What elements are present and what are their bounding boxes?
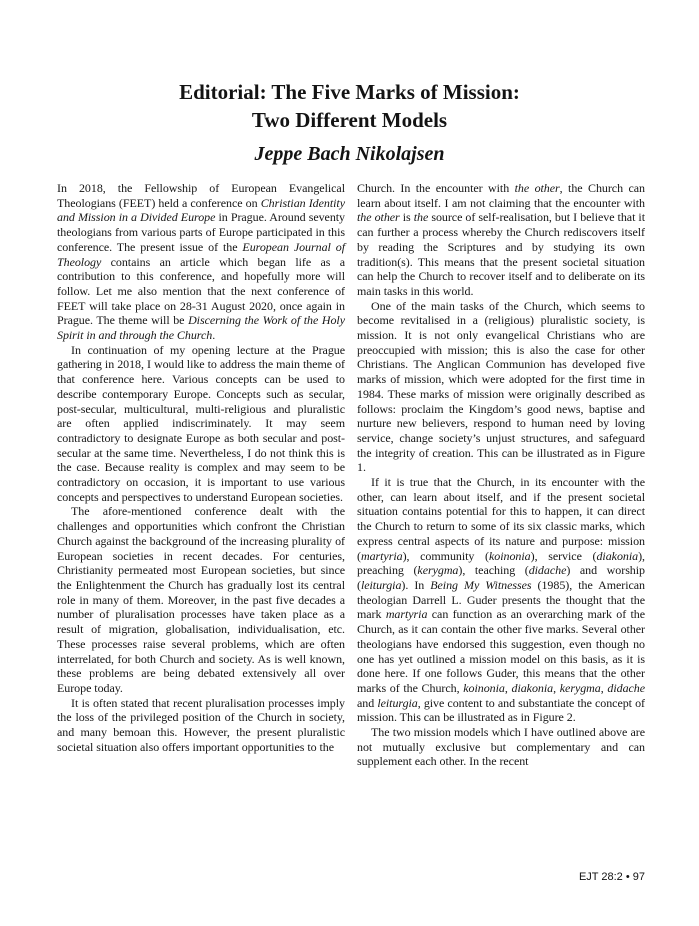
paragraph: The afore-mentioned conference dealt with the challenges and opportunities which confront the Christian Church against the background of the increasing plurality of European societies in recent decades. For centuries, Christianity permeated most European societies, but since the Enlightenment the Church has gradually lost its central role in many of them. Moreover, in the past five decades a number of pluralisation processes have taken place as a result of migration, globalisation, individualisation, etc. These processes raise several problems, which are often interrelated, for both Church and society. As is well known, these problems are being debated extensively all over Europe today.: [57, 504, 345, 695]
paragraph: Church. In the encounter with the other, the Church can learn about itself. I am not claiming that the encounter with the other is the source of self-realisation, but I believe that it can further a process whereby the Church rediscovers itself by reading the Scriptures and by studying its own tradition(s). This means that the present societal situation can help the Church to recover itself and to deliberate on its main tasks in this world.: [357, 181, 645, 298]
article-body: [57, 181, 645, 769]
right-column: [357, 181, 645, 769]
paragraph: If it is true that the Church, in its encounter with the other, can learn about itself, and if the present societal situation contains potential for this to happen, it can direct the Church to return to some of its six classic marks, which express central aspects of its nature and purpose: mission (martyria), community (koinonia), service (diakonia), preaching (kerygma), teaching (didache) and worship (leiturgia). In Being My Witnesses (1985), the American theologian Darrell L. Guder presents the thought that the mark martyria can function as an overarching mark of the Church, as it can contain the other five marks. Several other theologians have endorsed this suggestion, even though no one has yet outlined a mission model on this basis, as it is done here. If one follows Guder, this means that the other marks of the Church, koinonia, diakonia, kerygma, didache and leiturgia, give content to and substantiate the concept of mission. This can be illustrated as in Figure 2.: [357, 475, 646, 725]
paragraph: One of the main tasks of the Church, which seems to become revitalised in a (religious) pluralistic society, is mission. It is not only evangelical Christians who are preoccupied with mission; this is also the case for other Christians. The Anglican Communion has developed five marks of mission, which were adopted for the first time in 1984. These marks of mission were originally described as follows: proclaim the Kingdom’s good news, baptise and nurture new believers, respond to human need by loving service, change society’s unjust structures, and safeguard the integrity of creation. This can be illustrated as in Figure 1.: [357, 298, 645, 475]
article-title-line1: Editorial: The Five Marks of Mission:: [179, 80, 520, 104]
article-author: Jeppe Bach Nikolajsen: [254, 143, 445, 165]
paragraph: In continuation of my opening lecture at the Prague gathering in 2018, I would like to address the main theme of that conference here. Various concepts can be used to describe contemporary Europe. Concepts such as secular, post-secular, multicultural, multi-religious and pluralistic are often applied indiscriminately. It may seem contradictory to designate Europe as both secular and post-secular at the same time. Nevertheless, I do not think this is the case. Because reality is complex and may seem to be contradictory on occasion, it is important to use various concepts and perspectives to understand European societies.: [57, 342, 345, 504]
left-column: [57, 181, 345, 769]
paragraph: The two mission models which I have outlined above are not mutually exclusive but complementary and can supplement each other. In the recent: [357, 725, 645, 769]
journal-footer: EJT 28:2 • 97: [578, 871, 645, 883]
article-title-line2: Two Different Models: [251, 108, 448, 132]
article-header: [0, 0, 699, 166]
paragraph: In 2018, the Fellowship of European Evangelical Theologians (FEET) held a conference on Christian Identity and Mission in a Divided Europe in Prague. Around seventy theologians from various parts of Europe participated in this conference. The present issue of the European Journal of Theology contains an article which began life as a contribution to this conference, and hopefully more will follow. Let me also mention that the next conference of FEET will take place on 28-31 August 2020, once again in Prague. The theme will be Discerning the Work of the Holy Spirit in and through the Church.: [57, 181, 346, 343]
paragraph: It is often stated that recent pluralisation processes imply the loss of the privileged position of the Church in society, and many bemoan this. However, the present pluralistic societal situation also offers important opportunities to the: [57, 695, 345, 754]
